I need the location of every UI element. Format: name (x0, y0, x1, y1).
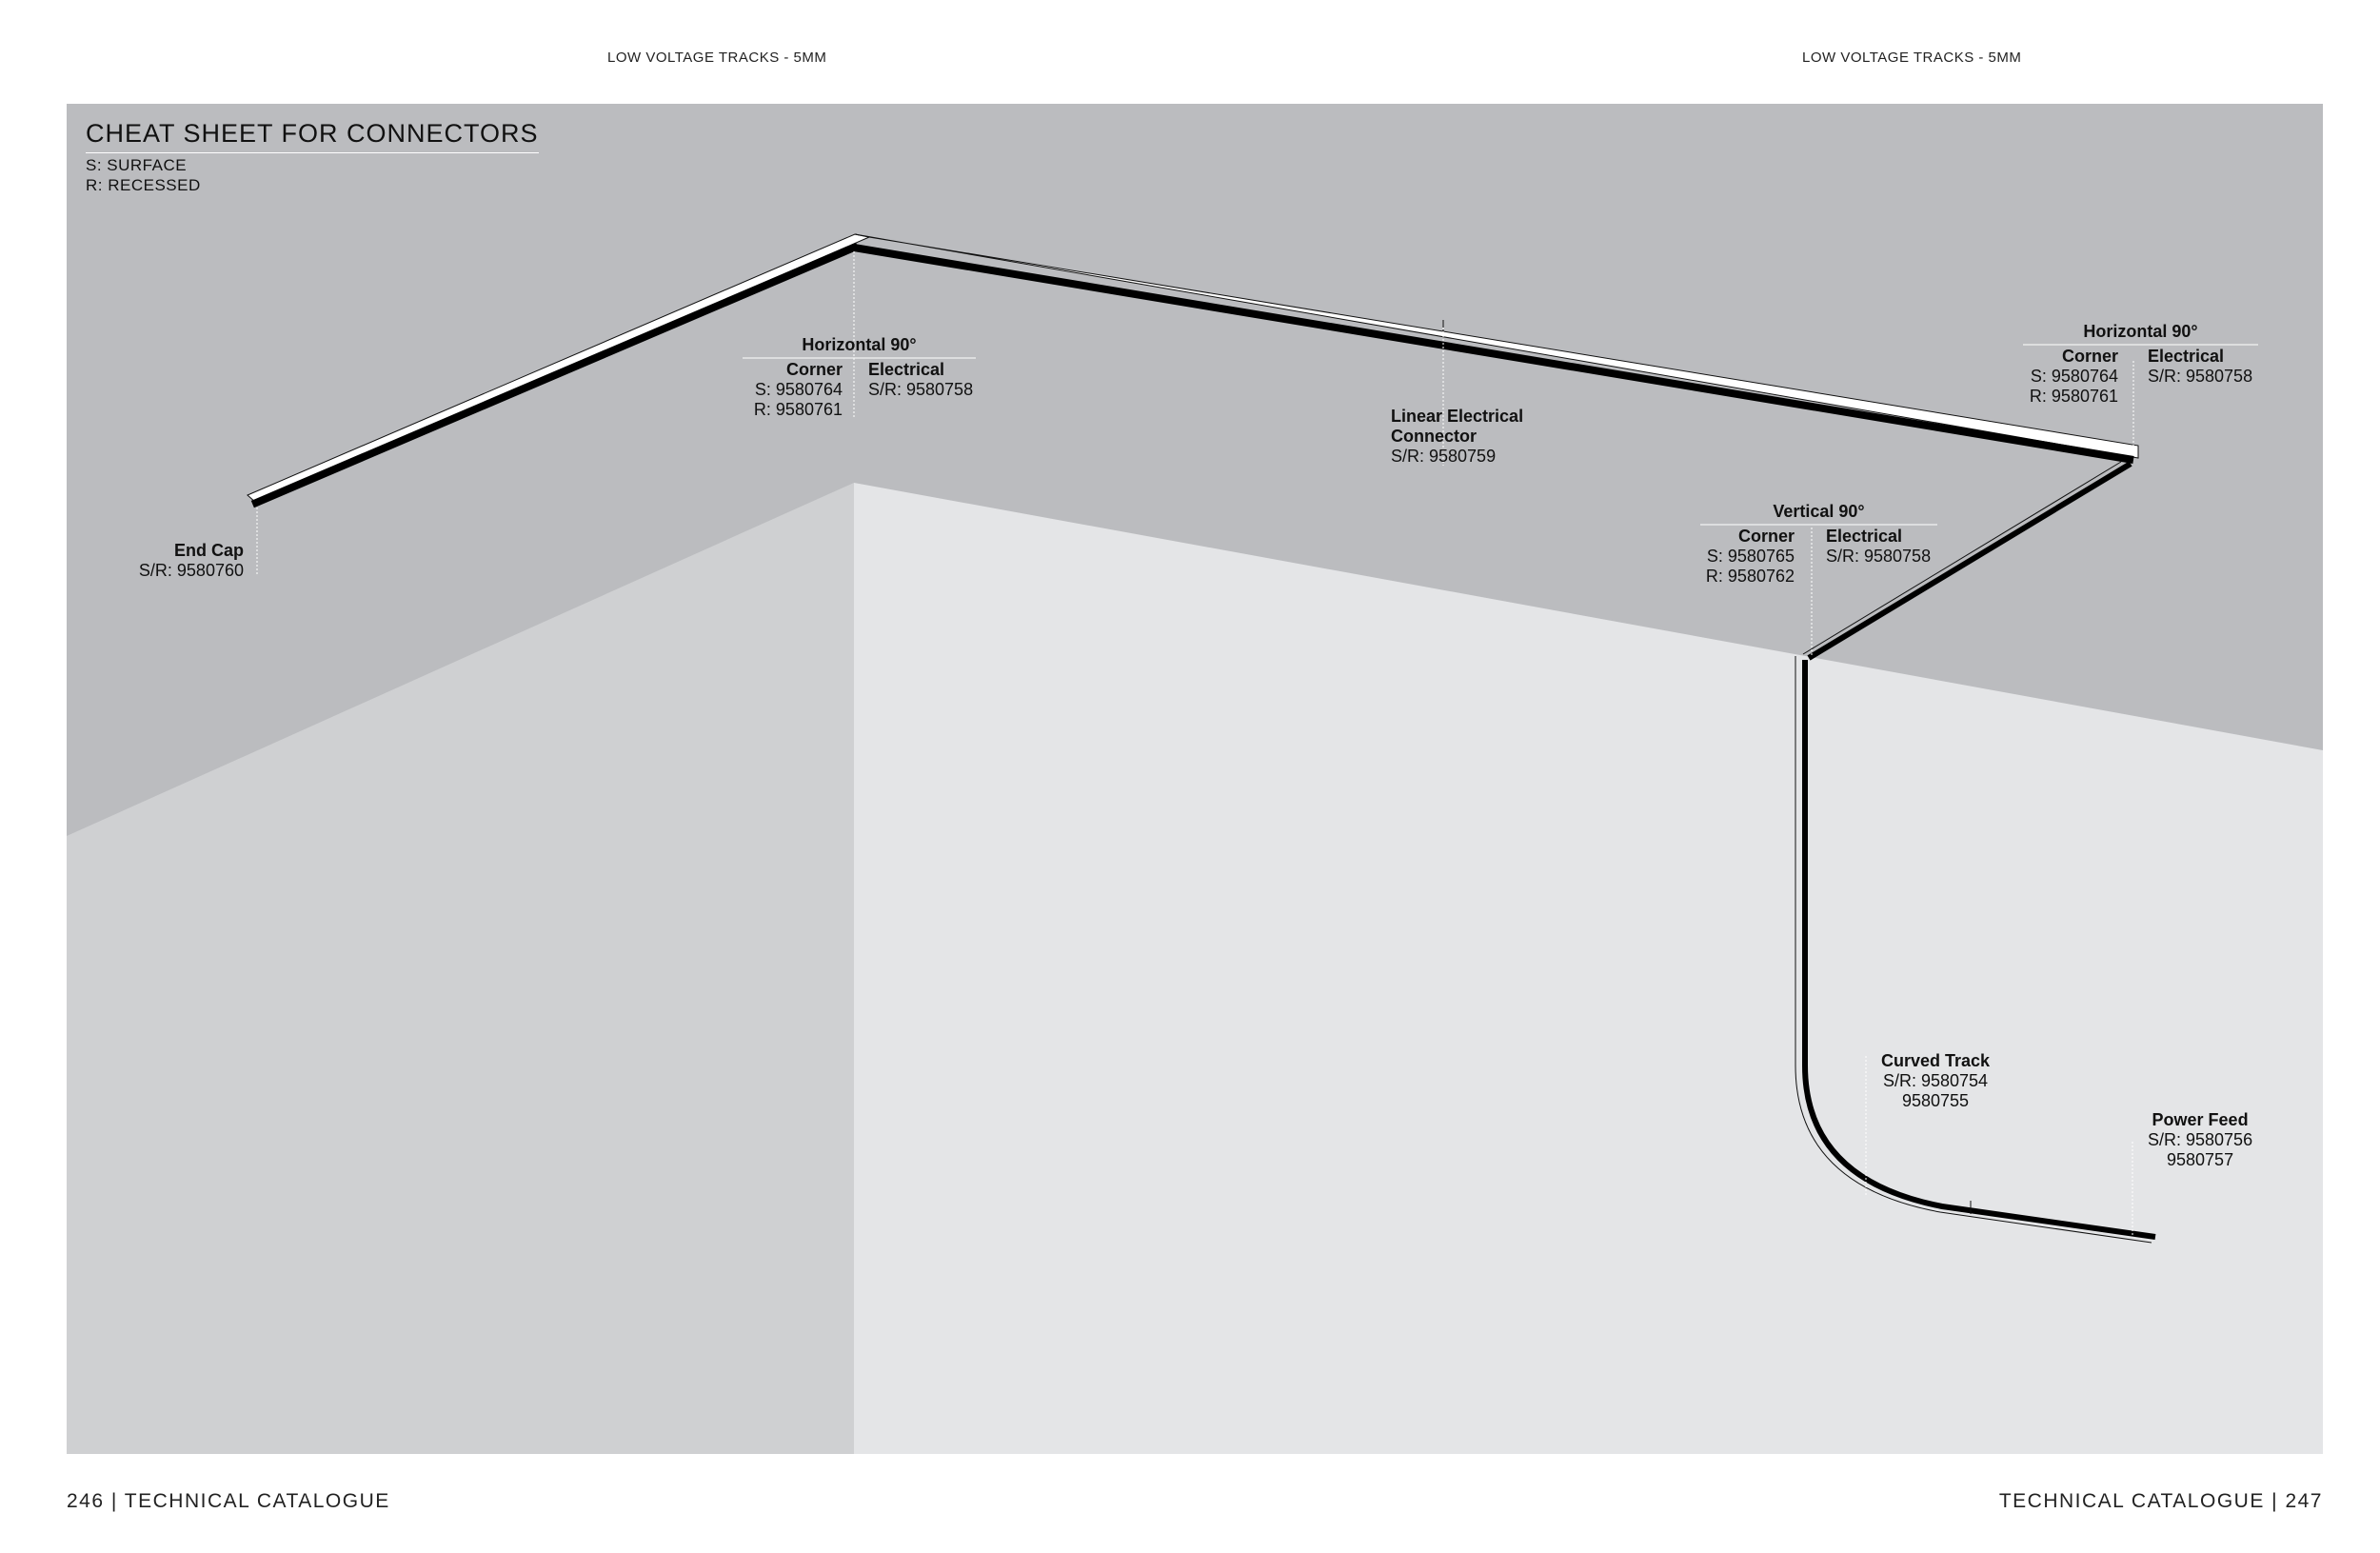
footer-right: TECHNICAL CATALOGUE | 247 (1998, 1490, 2323, 1512)
cheat-sheet-title: CHEAT SHEET FOR CONNECTORS (86, 119, 539, 153)
curved-track-label (1881, 1051, 1990, 1111)
power-feed-label (2148, 1110, 2252, 1170)
room-illustration (67, 104, 2323, 1454)
footer-left: 246 | TECHNICAL CATALOGUE (67, 1490, 390, 1512)
horizontal-right-corner-s: S: 9580764 (2030, 367, 2118, 386)
linear-title-line1: Linear Electrical (1391, 407, 1524, 426)
horizontal-left-title: Horizontal 90° (802, 335, 917, 354)
horizontal-right-title: Horizontal 90° (2083, 322, 2198, 341)
curved-title: Curved Track (1881, 1051, 1991, 1070)
horizontal-right-corner-r: R: 9580761 (2029, 387, 2118, 406)
end-cap-code: S/R: 9580760 (138, 561, 244, 580)
power-feed-code1: S/R: 9580756 (2148, 1130, 2253, 1149)
linear-connector-label (1391, 407, 1523, 467)
end-cap-label (105, 541, 244, 581)
horizontal-left-corner-s: S: 9580764 (754, 380, 843, 399)
running-head-right: LOW VOLTAGE TRACKS - 5MM (1802, 50, 2022, 66)
connector-illustration-panel (67, 104, 2323, 1454)
horizontal-right-corner-title: Corner (2061, 347, 2118, 366)
horizontal-left-electrical-title: Electrical (868, 360, 945, 379)
horizontal-left-corner (733, 360, 843, 420)
vertical-electrical (1826, 527, 1931, 567)
horizontal-right-corner (2009, 347, 2118, 407)
horizontal-left-corner-r: R: 9580761 (753, 400, 843, 419)
horizontal-left-electrical (868, 360, 973, 400)
horizontal-right-electrical (2148, 347, 2252, 387)
vertical-corner (1685, 527, 1795, 587)
legend-surface: S: SURFACE (86, 156, 188, 174)
vertical-electrical-title: Electrical (1826, 527, 1903, 546)
power-feed-title: Power Feed (2152, 1110, 2249, 1129)
end-cap-title: End Cap (173, 541, 244, 560)
vertical-corner-r: R: 9580762 (1705, 567, 1795, 586)
linear-title-line2: Connector (1391, 427, 1477, 446)
horizontal-left-corner-title: Corner (785, 360, 843, 379)
linear-code: S/R: 9580759 (1391, 447, 1497, 466)
power-feed-code2: 9580757 (2167, 1150, 2234, 1169)
legend-recessed: R: RECESSED (86, 176, 201, 194)
vertical-title: Vertical 90° (1773, 502, 1865, 521)
horizontal-left-electrical-code: S/R: 9580758 (868, 380, 974, 399)
curved-code1: S/R: 9580754 (1882, 1071, 1989, 1090)
vertical-corner-title: Corner (1737, 527, 1795, 546)
curved-code2: 9580755 (1901, 1091, 1970, 1110)
running-head-left: LOW VOLTAGE TRACKS - 5MM (607, 50, 827, 66)
vertical-corner-s: S: 9580765 (1706, 547, 1795, 566)
horizontal-right-electrical-code: S/R: 9580758 (2148, 367, 2253, 386)
vertical-electrical-code: S/R: 9580758 (1826, 547, 1932, 566)
horizontal-right-electrical-title: Electrical (2148, 347, 2225, 366)
